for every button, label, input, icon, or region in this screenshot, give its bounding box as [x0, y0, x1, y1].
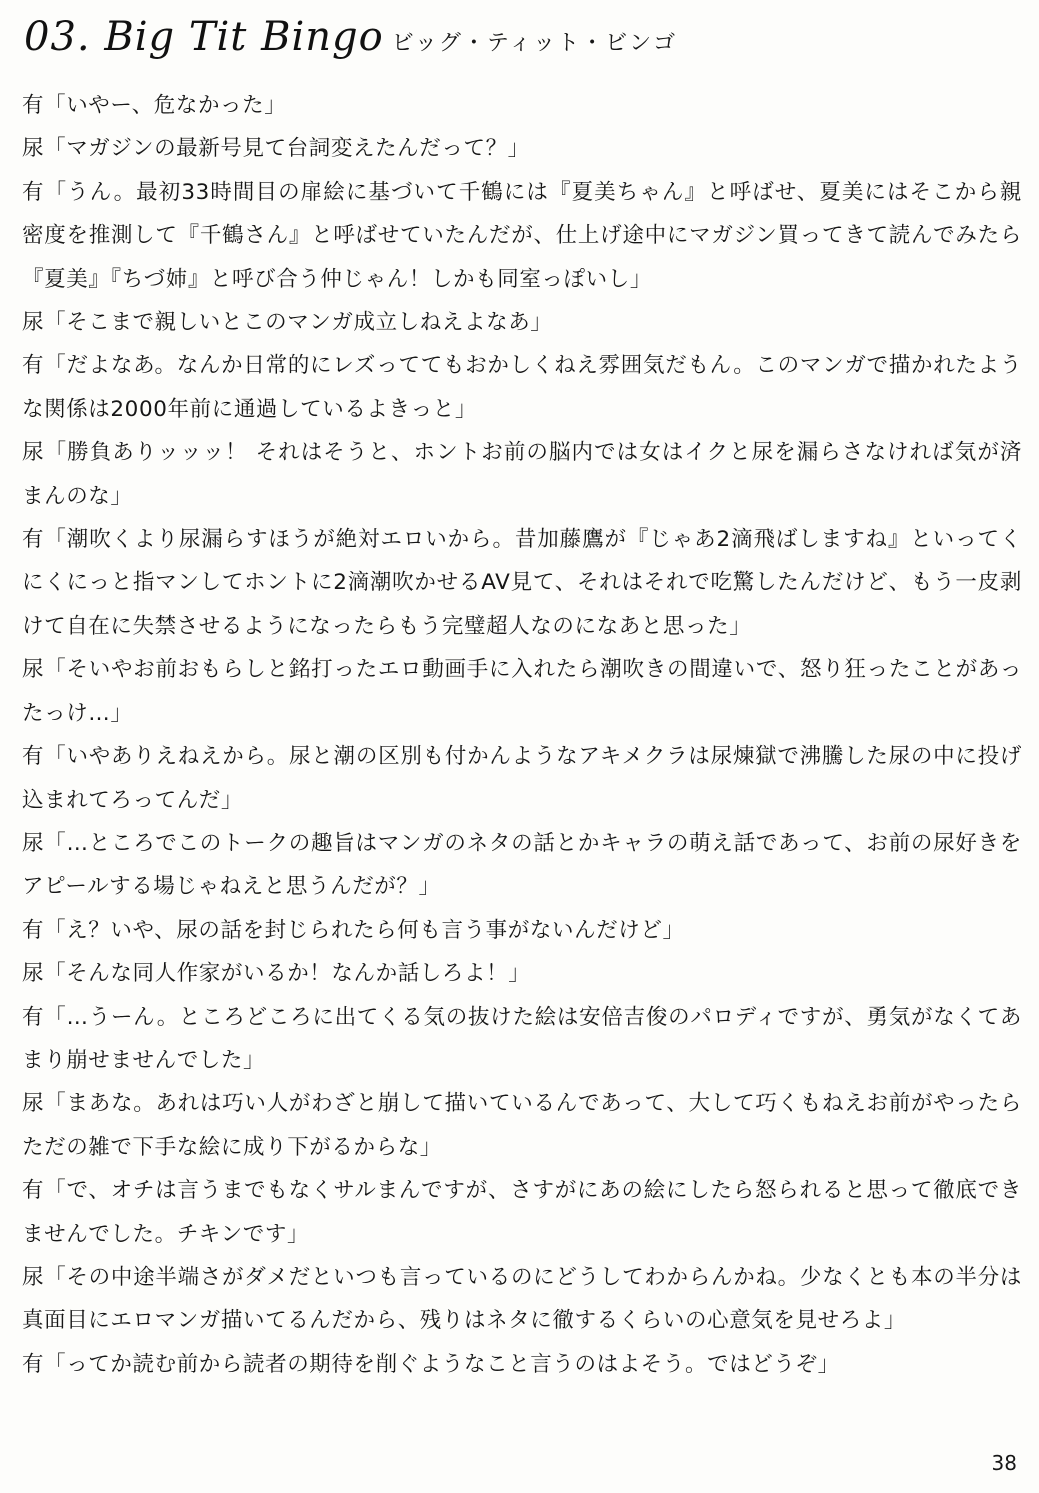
dialogue-line: 尿「その中途半端さがダメだといつも言っているのにどうしてわからんかね。少なくとも本の半分は真面目にエロマンガ描いてるんだから、残りはネタに徹するくらいの心意気を見せろよ」 — [22, 1264, 1022, 1334]
dialogue-line: 有「…うーん。ところどころに出てくる気の抜けた絵は安倍吉俊のパロディですが、勇気がなくてあまり崩せませんでした」 — [22, 1004, 1022, 1073]
dialogue-line: 尿「そいやお前おもらしと銘打ったエロ動画手に入れたら潮吹きの間違いで、怒り狂ったことがあったっけ…」 — [22, 657, 1022, 726]
dialogue-line: 尿「まあな。あれは巧い人がわざと崩して描いているんであって、大して巧くもねえお前がやったらただの雑で下手な絵に成り下がるからな」 — [22, 1091, 1022, 1160]
dialogue-line: 尿「勝負ありッッッ！ それはそうと、ホントお前の脳内では女はイクと尿を漏らさなければ気が済まんのな」 — [22, 440, 1022, 509]
dialogue-line: 有「いやー、危なかった」 — [22, 93, 287, 118]
title-english: 03. Big Tit Bingo — [24, 14, 384, 60]
dialogue-line: 尿「そこまで親しいとこのマンガ成立しねえよなあ」 — [22, 310, 553, 336]
dialogue-line: 有「え？いや、尿の話を封じられたら何も言う事がないんだけど」 — [22, 917, 685, 943]
dialogue-line: 有「いやありえねえから。尿と潮の区別も付かんようなアキメクラは尿煉獄で沸騰した尿の中に投げ込まれてろってんだ」 — [22, 744, 1022, 813]
dialogue-line: 尿「そんな同人作家がいるか！なんか話しろよ！」 — [22, 961, 531, 987]
dialogue-line: 有「で、オチは言うまでもなくサルまんですが、さすがにあの絵にしたら怒られると思って徹底できませんでした。チキンです」 — [22, 1178, 1022, 1247]
dialogue-line: 有「うん。最初33時間目の扉絵に基づいて千鶴には『夏美ちゃん』と呼ばせ、夏美にはそこから親密度を推測して『千鶴さん』と呼ばせていたんだが、仕上げ途中にマガジン買ってきて読んでみたら『夏美』『ちづ姉』と呼び合う仲じゃん！しかも同室っぽいし」 — [22, 179, 1022, 292]
dialogue-line: 有「ってか読む前から読者の期待を削ぐようなこと言うのはよそう。ではどうぞ」 — [22, 1351, 840, 1377]
title-katakana: ビッグ・ティット・ビンゴ — [391, 31, 678, 56]
page-title — [24, 14, 677, 60]
dialogue-line: 尿「…ところでこのトークの趣旨はマンガのネタの話とかキャラの萌え話であって、お前の尿好きをアピールする場じゃねえと思うんだが？」 — [22, 830, 1022, 900]
page-number: 38 — [991, 1451, 1017, 1475]
dialogue-line: 尿「マガジンの最新号見て台詞変えたんだって？」 — [22, 136, 530, 162]
dialogue-line: 有「だよなあ。なんか日常的にレズっててもおかしくねえ雰囲気だもん。このマンガで描かれたような関係は2000年前に通過しているよきっと」 — [22, 353, 1022, 422]
dialogue-body — [22, 84, 1022, 1386]
dialogue-line: 有「潮吹くより尿漏らすほうが絶対エロいから。昔加藤鷹が『じゃあ2滴飛ばしますね』といってくにくにっと指マンしてホントに2滴潮吹かせるAV見て、それはそれで吃驚したんだけど、もう一皮剥けて自在に失禁させるようになったらもう完璧超人なのになあと思った」 — [22, 527, 1022, 639]
